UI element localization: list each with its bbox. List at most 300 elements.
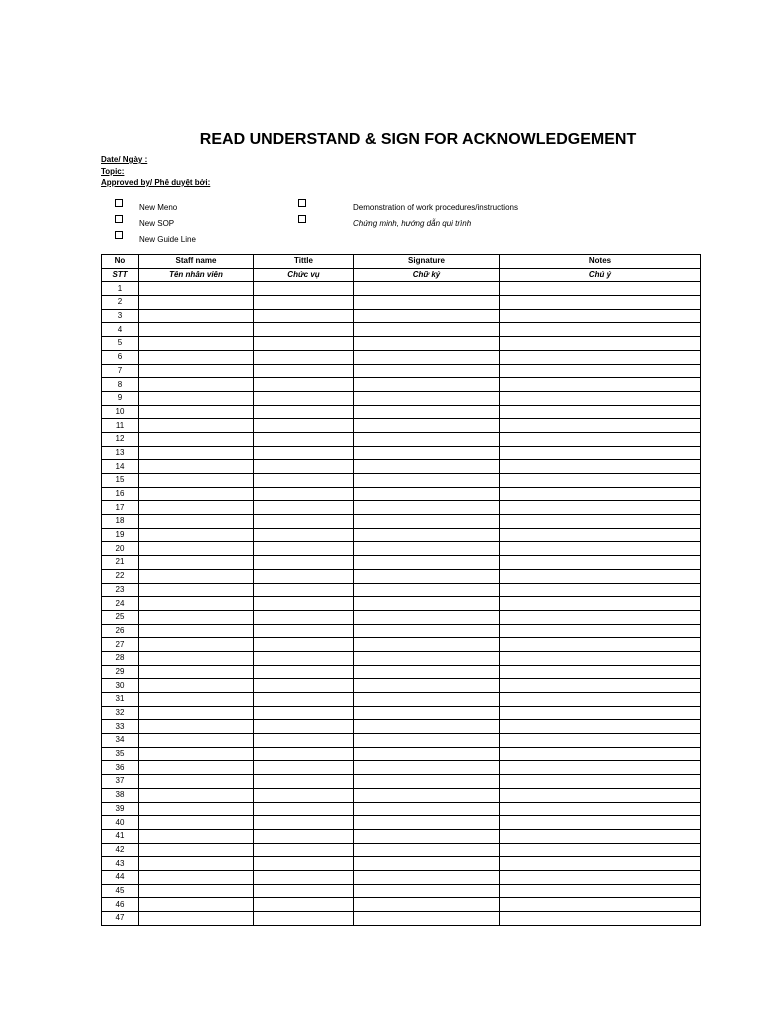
staff-name-cell[interactable] (139, 556, 254, 570)
signature-cell[interactable] (354, 528, 500, 542)
row-number: 20 (102, 542, 139, 556)
notes-cell[interactable] (500, 569, 701, 583)
notes-cell[interactable] (500, 405, 701, 419)
row-number: 31 (102, 693, 139, 707)
new-memo-checkbox[interactable] (115, 199, 123, 207)
notes-cell[interactable] (500, 775, 701, 789)
staff-name-cell[interactable] (139, 843, 254, 857)
signature-cell[interactable] (354, 542, 500, 556)
table-row (102, 487, 701, 501)
signature-cell[interactable] (354, 802, 500, 816)
row-number: 41 (102, 829, 139, 843)
row-number: 35 (102, 747, 139, 761)
notes-cell[interactable] (500, 870, 701, 884)
signature-cell[interactable] (354, 501, 500, 515)
signature-cell[interactable] (354, 474, 500, 488)
notes-cell[interactable] (500, 706, 701, 720)
row-number: 30 (102, 679, 139, 693)
approved-by-label: Approved by/ Phê duyệt bởi: (101, 178, 211, 187)
title-cell[interactable] (254, 898, 354, 912)
signature-cell[interactable] (354, 679, 500, 693)
row-number: 45 (102, 884, 139, 898)
title-cell[interactable] (254, 597, 354, 611)
notes-cell[interactable] (500, 665, 701, 679)
table-row (102, 556, 701, 570)
table-row (102, 460, 701, 474)
notes-cell[interactable] (500, 638, 701, 652)
notes-cell[interactable] (500, 337, 701, 351)
table-row (102, 446, 701, 460)
table-row (102, 788, 701, 802)
subheader-chu-y: Chú ý (500, 268, 701, 282)
row-number: 7 (102, 364, 139, 378)
staff-name-cell[interactable] (139, 501, 254, 515)
signature-cell[interactable] (354, 912, 500, 926)
signature-cell[interactable] (354, 515, 500, 529)
table-body (102, 282, 701, 925)
row-number: 5 (102, 337, 139, 351)
signature-cell[interactable] (354, 624, 500, 638)
table-row (102, 528, 701, 542)
notes-cell[interactable] (500, 364, 701, 378)
staff-name-cell[interactable] (139, 364, 254, 378)
staff-name-cell[interactable] (139, 802, 254, 816)
signature-cell[interactable] (354, 843, 500, 857)
title-cell[interactable] (254, 857, 354, 871)
notes-cell[interactable] (500, 487, 701, 501)
table-row (102, 734, 701, 748)
table-row (102, 296, 701, 310)
signature-cell[interactable] (354, 829, 500, 843)
row-number: 4 (102, 323, 139, 337)
signature-cell[interactable] (354, 597, 500, 611)
signature-cell[interactable] (354, 651, 500, 665)
table-row (102, 816, 701, 830)
title-cell[interactable] (254, 624, 354, 638)
title-cell[interactable] (254, 419, 354, 433)
signature-cell[interactable] (354, 405, 500, 419)
row-number: 3 (102, 309, 139, 323)
signature-cell[interactable] (354, 747, 500, 761)
table-row (102, 884, 701, 898)
notes-cell[interactable] (500, 734, 701, 748)
notes-cell[interactable] (500, 857, 701, 871)
table-row (102, 843, 701, 857)
title-cell[interactable] (254, 391, 354, 405)
row-number: 27 (102, 638, 139, 652)
new-guide-line-checkbox[interactable] (115, 231, 123, 239)
row-number: 24 (102, 597, 139, 611)
row-number: 40 (102, 816, 139, 830)
title-cell[interactable] (254, 323, 354, 337)
header-notes: Notes (500, 255, 701, 269)
staff-name-cell[interactable] (139, 829, 254, 843)
signature-cell[interactable] (354, 734, 500, 748)
staff-name-cell[interactable] (139, 638, 254, 652)
signature-cell[interactable] (354, 898, 500, 912)
row-number: 22 (102, 569, 139, 583)
notes-cell[interactable] (500, 474, 701, 488)
notes-cell[interactable] (500, 898, 701, 912)
title-cell[interactable] (254, 706, 354, 720)
table-row (102, 638, 701, 652)
staff-name-cell[interactable] (139, 296, 254, 310)
title-cell[interactable] (254, 912, 354, 926)
signature-cell[interactable] (354, 665, 500, 679)
staff-name-cell[interactable] (139, 432, 254, 446)
table-row (102, 829, 701, 843)
notes-cell[interactable] (500, 693, 701, 707)
title-cell[interactable] (254, 693, 354, 707)
row-number: 15 (102, 474, 139, 488)
staff-name-cell[interactable] (139, 624, 254, 638)
signature-cell[interactable] (354, 870, 500, 884)
title-cell[interactable] (254, 761, 354, 775)
notes-cell[interactable] (500, 747, 701, 761)
row-number: 46 (102, 898, 139, 912)
title-cell[interactable] (254, 528, 354, 542)
staff-name-cell[interactable] (139, 884, 254, 898)
signature-cell[interactable] (354, 487, 500, 501)
chung-minh-checkbox[interactable] (298, 215, 306, 223)
row-number: 9 (102, 391, 139, 405)
notes-cell[interactable] (500, 761, 701, 775)
row-number: 16 (102, 487, 139, 501)
table-row (102, 337, 701, 351)
notes-cell[interactable] (500, 282, 701, 296)
staff-name-cell[interactable] (139, 569, 254, 583)
staff-name-cell[interactable] (139, 528, 254, 542)
staff-name-cell[interactable] (139, 378, 254, 392)
table-subheader-row (102, 268, 701, 282)
staff-name-cell[interactable] (139, 761, 254, 775)
table-row (102, 405, 701, 419)
table-row (102, 720, 701, 734)
subheader-stt: STT (102, 268, 139, 282)
notes-cell[interactable] (500, 460, 701, 474)
notes-cell[interactable] (500, 651, 701, 665)
staff-name-cell[interactable] (139, 597, 254, 611)
signature-cell[interactable] (354, 610, 500, 624)
table-row (102, 391, 701, 405)
notes-cell[interactable] (500, 624, 701, 638)
title-cell[interactable] (254, 474, 354, 488)
row-number: 38 (102, 788, 139, 802)
staff-name-cell[interactable] (139, 323, 254, 337)
title-cell[interactable] (254, 378, 354, 392)
signature-cell[interactable] (354, 706, 500, 720)
new-sop-checkbox[interactable] (115, 215, 123, 223)
table-row (102, 665, 701, 679)
staff-name-cell[interactable] (139, 651, 254, 665)
notes-cell[interactable] (500, 515, 701, 529)
staff-name-cell[interactable] (139, 734, 254, 748)
notes-cell[interactable] (500, 378, 701, 392)
title-cell[interactable] (254, 432, 354, 446)
signature-cell[interactable] (354, 556, 500, 570)
notes-cell[interactable] (500, 528, 701, 542)
row-number: 13 (102, 446, 139, 460)
title-cell[interactable] (254, 309, 354, 323)
row-number: 37 (102, 775, 139, 789)
title-cell[interactable] (254, 679, 354, 693)
row-number: 39 (102, 802, 139, 816)
title-cell[interactable] (254, 296, 354, 310)
staff-name-cell[interactable] (139, 747, 254, 761)
row-number: 26 (102, 624, 139, 638)
notes-cell[interactable] (500, 556, 701, 570)
acknowledgement-table (101, 254, 701, 926)
notes-cell[interactable] (500, 446, 701, 460)
signature-cell[interactable] (354, 761, 500, 775)
new-sop-label: New SOP (139, 219, 175, 228)
signature-cell[interactable] (354, 720, 500, 734)
row-number: 25 (102, 610, 139, 624)
signature-cell[interactable] (354, 350, 500, 364)
notes-cell[interactable] (500, 720, 701, 734)
row-number: 6 (102, 350, 139, 364)
title-cell[interactable] (254, 337, 354, 351)
notes-cell[interactable] (500, 501, 701, 515)
title-cell[interactable] (254, 651, 354, 665)
signature-cell[interactable] (354, 816, 500, 830)
table-row (102, 542, 701, 556)
staff-name-cell[interactable] (139, 419, 254, 433)
staff-name-cell[interactable] (139, 693, 254, 707)
staff-name-cell[interactable] (139, 679, 254, 693)
signature-cell[interactable] (354, 638, 500, 652)
topic-label: Topic: (101, 167, 125, 176)
row-number: 10 (102, 405, 139, 419)
staff-name-cell[interactable] (139, 665, 254, 679)
staff-name-cell[interactable] (139, 350, 254, 364)
chung-minh-label: Chứng minh, hướng dẫn qui trình (353, 219, 472, 228)
notes-cell[interactable] (500, 432, 701, 446)
staff-name-cell[interactable] (139, 515, 254, 529)
title-cell[interactable] (254, 282, 354, 296)
staff-name-cell[interactable] (139, 446, 254, 460)
title-cell[interactable] (254, 816, 354, 830)
title-cell[interactable] (254, 747, 354, 761)
title-cell[interactable] (254, 829, 354, 843)
title-cell[interactable] (254, 734, 354, 748)
signature-cell[interactable] (354, 857, 500, 871)
title-cell[interactable] (254, 487, 354, 501)
table-row (102, 747, 701, 761)
title-cell[interactable] (254, 884, 354, 898)
row-number: 36 (102, 761, 139, 775)
signature-cell[interactable] (354, 446, 500, 460)
row-number: 23 (102, 583, 139, 597)
title-cell[interactable] (254, 405, 354, 419)
row-number: 17 (102, 501, 139, 515)
table-row (102, 610, 701, 624)
signature-cell[interactable] (354, 775, 500, 789)
title-cell[interactable] (254, 542, 354, 556)
staff-name-cell[interactable] (139, 487, 254, 501)
signature-cell[interactable] (354, 391, 500, 405)
title-cell[interactable] (254, 775, 354, 789)
staff-name-cell[interactable] (139, 309, 254, 323)
signature-cell[interactable] (354, 884, 500, 898)
notes-cell[interactable] (500, 309, 701, 323)
table-row (102, 501, 701, 515)
staff-name-cell[interactable] (139, 857, 254, 871)
title-cell[interactable] (254, 720, 354, 734)
notes-cell[interactable] (500, 583, 701, 597)
staff-name-cell[interactable] (139, 391, 254, 405)
staff-name-cell[interactable] (139, 870, 254, 884)
notes-cell[interactable] (500, 802, 701, 816)
title-cell[interactable] (254, 501, 354, 515)
staff-name-cell[interactable] (139, 720, 254, 734)
staff-name-cell[interactable] (139, 337, 254, 351)
notes-cell[interactable] (500, 597, 701, 611)
signature-cell[interactable] (354, 460, 500, 474)
row-number: 34 (102, 734, 139, 748)
row-number: 47 (102, 912, 139, 926)
staff-name-cell[interactable] (139, 912, 254, 926)
demonstration-label: Demonstration of work procedures/instructions (353, 203, 518, 212)
row-number: 8 (102, 378, 139, 392)
table-row (102, 569, 701, 583)
notes-cell[interactable] (500, 296, 701, 310)
row-number: 12 (102, 432, 139, 446)
staff-name-cell[interactable] (139, 706, 254, 720)
table-row (102, 870, 701, 884)
form-title: READ UNDERSTAND & SIGN FOR ACKNOWLEDGEMENT (199, 131, 637, 148)
title-cell[interactable] (254, 870, 354, 884)
header-title: Tittle (254, 255, 354, 269)
table-row (102, 474, 701, 488)
staff-name-cell[interactable] (139, 474, 254, 488)
title-cell[interactable] (254, 460, 354, 474)
table-row (102, 679, 701, 693)
table-row (102, 364, 701, 378)
row-number: 11 (102, 419, 139, 433)
signature-cell[interactable] (354, 432, 500, 446)
notes-cell[interactable] (500, 843, 701, 857)
demonstration-checkbox[interactable] (298, 199, 306, 207)
row-number: 42 (102, 843, 139, 857)
notes-cell[interactable] (500, 788, 701, 802)
table-row (102, 378, 701, 392)
signature-cell[interactable] (354, 583, 500, 597)
signature-cell[interactable] (354, 364, 500, 378)
table-row (102, 583, 701, 597)
staff-name-cell[interactable] (139, 542, 254, 556)
row-number: 43 (102, 857, 139, 871)
notes-cell[interactable] (500, 610, 701, 624)
table-row (102, 857, 701, 871)
notes-cell[interactable] (500, 912, 701, 926)
notes-cell[interactable] (500, 816, 701, 830)
staff-name-cell[interactable] (139, 282, 254, 296)
title-cell[interactable] (254, 569, 354, 583)
notes-cell[interactable] (500, 350, 701, 364)
signature-cell[interactable] (354, 309, 500, 323)
title-cell[interactable] (254, 610, 354, 624)
signature-cell[interactable] (354, 337, 500, 351)
notes-cell[interactable] (500, 419, 701, 433)
staff-name-cell[interactable] (139, 583, 254, 597)
table-row (102, 912, 701, 926)
row-number: 1 (102, 282, 139, 296)
staff-name-cell[interactable] (139, 460, 254, 474)
title-cell[interactable] (254, 515, 354, 529)
signature-cell[interactable] (354, 282, 500, 296)
signature-cell[interactable] (354, 693, 500, 707)
subheader-chu-ky: Chữ ký (354, 268, 500, 282)
staff-name-cell[interactable] (139, 610, 254, 624)
signature-cell[interactable] (354, 788, 500, 802)
notes-cell[interactable] (500, 679, 701, 693)
title-cell[interactable] (254, 556, 354, 570)
table-row (102, 350, 701, 364)
table-row (102, 898, 701, 912)
signature-cell[interactable] (354, 323, 500, 337)
subheader-ten-nhan-vien: Tên nhân viên (139, 268, 254, 282)
signature-cell[interactable] (354, 419, 500, 433)
notes-cell[interactable] (500, 829, 701, 843)
staff-name-cell[interactable] (139, 405, 254, 419)
title-cell[interactable] (254, 802, 354, 816)
row-number: 33 (102, 720, 139, 734)
table-row (102, 323, 701, 337)
title-cell[interactable] (254, 665, 354, 679)
row-number: 28 (102, 651, 139, 665)
table-row (102, 802, 701, 816)
staff-name-cell[interactable] (139, 788, 254, 802)
title-cell[interactable] (254, 788, 354, 802)
title-cell[interactable] (254, 638, 354, 652)
table-row (102, 309, 701, 323)
notes-cell[interactable] (500, 323, 701, 337)
notes-cell[interactable] (500, 884, 701, 898)
header-no: No (102, 255, 139, 269)
table-row (102, 597, 701, 611)
staff-name-cell[interactable] (139, 898, 254, 912)
table-row (102, 282, 701, 296)
row-number: 18 (102, 515, 139, 529)
title-cell[interactable] (254, 583, 354, 597)
signature-cell[interactable] (354, 569, 500, 583)
title-cell[interactable] (254, 350, 354, 364)
row-number: 44 (102, 870, 139, 884)
signature-cell[interactable] (354, 378, 500, 392)
staff-name-cell[interactable] (139, 775, 254, 789)
table-row (102, 651, 701, 665)
notes-cell[interactable] (500, 542, 701, 556)
table-row (102, 624, 701, 638)
table-row (102, 775, 701, 789)
row-number: 19 (102, 528, 139, 542)
title-cell[interactable] (254, 446, 354, 460)
row-number: 32 (102, 706, 139, 720)
date-label: Date/ Ngày : (101, 155, 148, 164)
signature-cell[interactable] (354, 296, 500, 310)
title-cell[interactable] (254, 364, 354, 378)
row-number: 29 (102, 665, 139, 679)
header-signature: Signature (354, 255, 500, 269)
subheader-chuc-vu: Chức vụ (254, 268, 354, 282)
row-number: 2 (102, 296, 139, 310)
staff-name-cell[interactable] (139, 816, 254, 830)
title-cell[interactable] (254, 843, 354, 857)
table-row (102, 693, 701, 707)
new-guide-line-label: New Guide Line (139, 235, 196, 244)
notes-cell[interactable] (500, 391, 701, 405)
